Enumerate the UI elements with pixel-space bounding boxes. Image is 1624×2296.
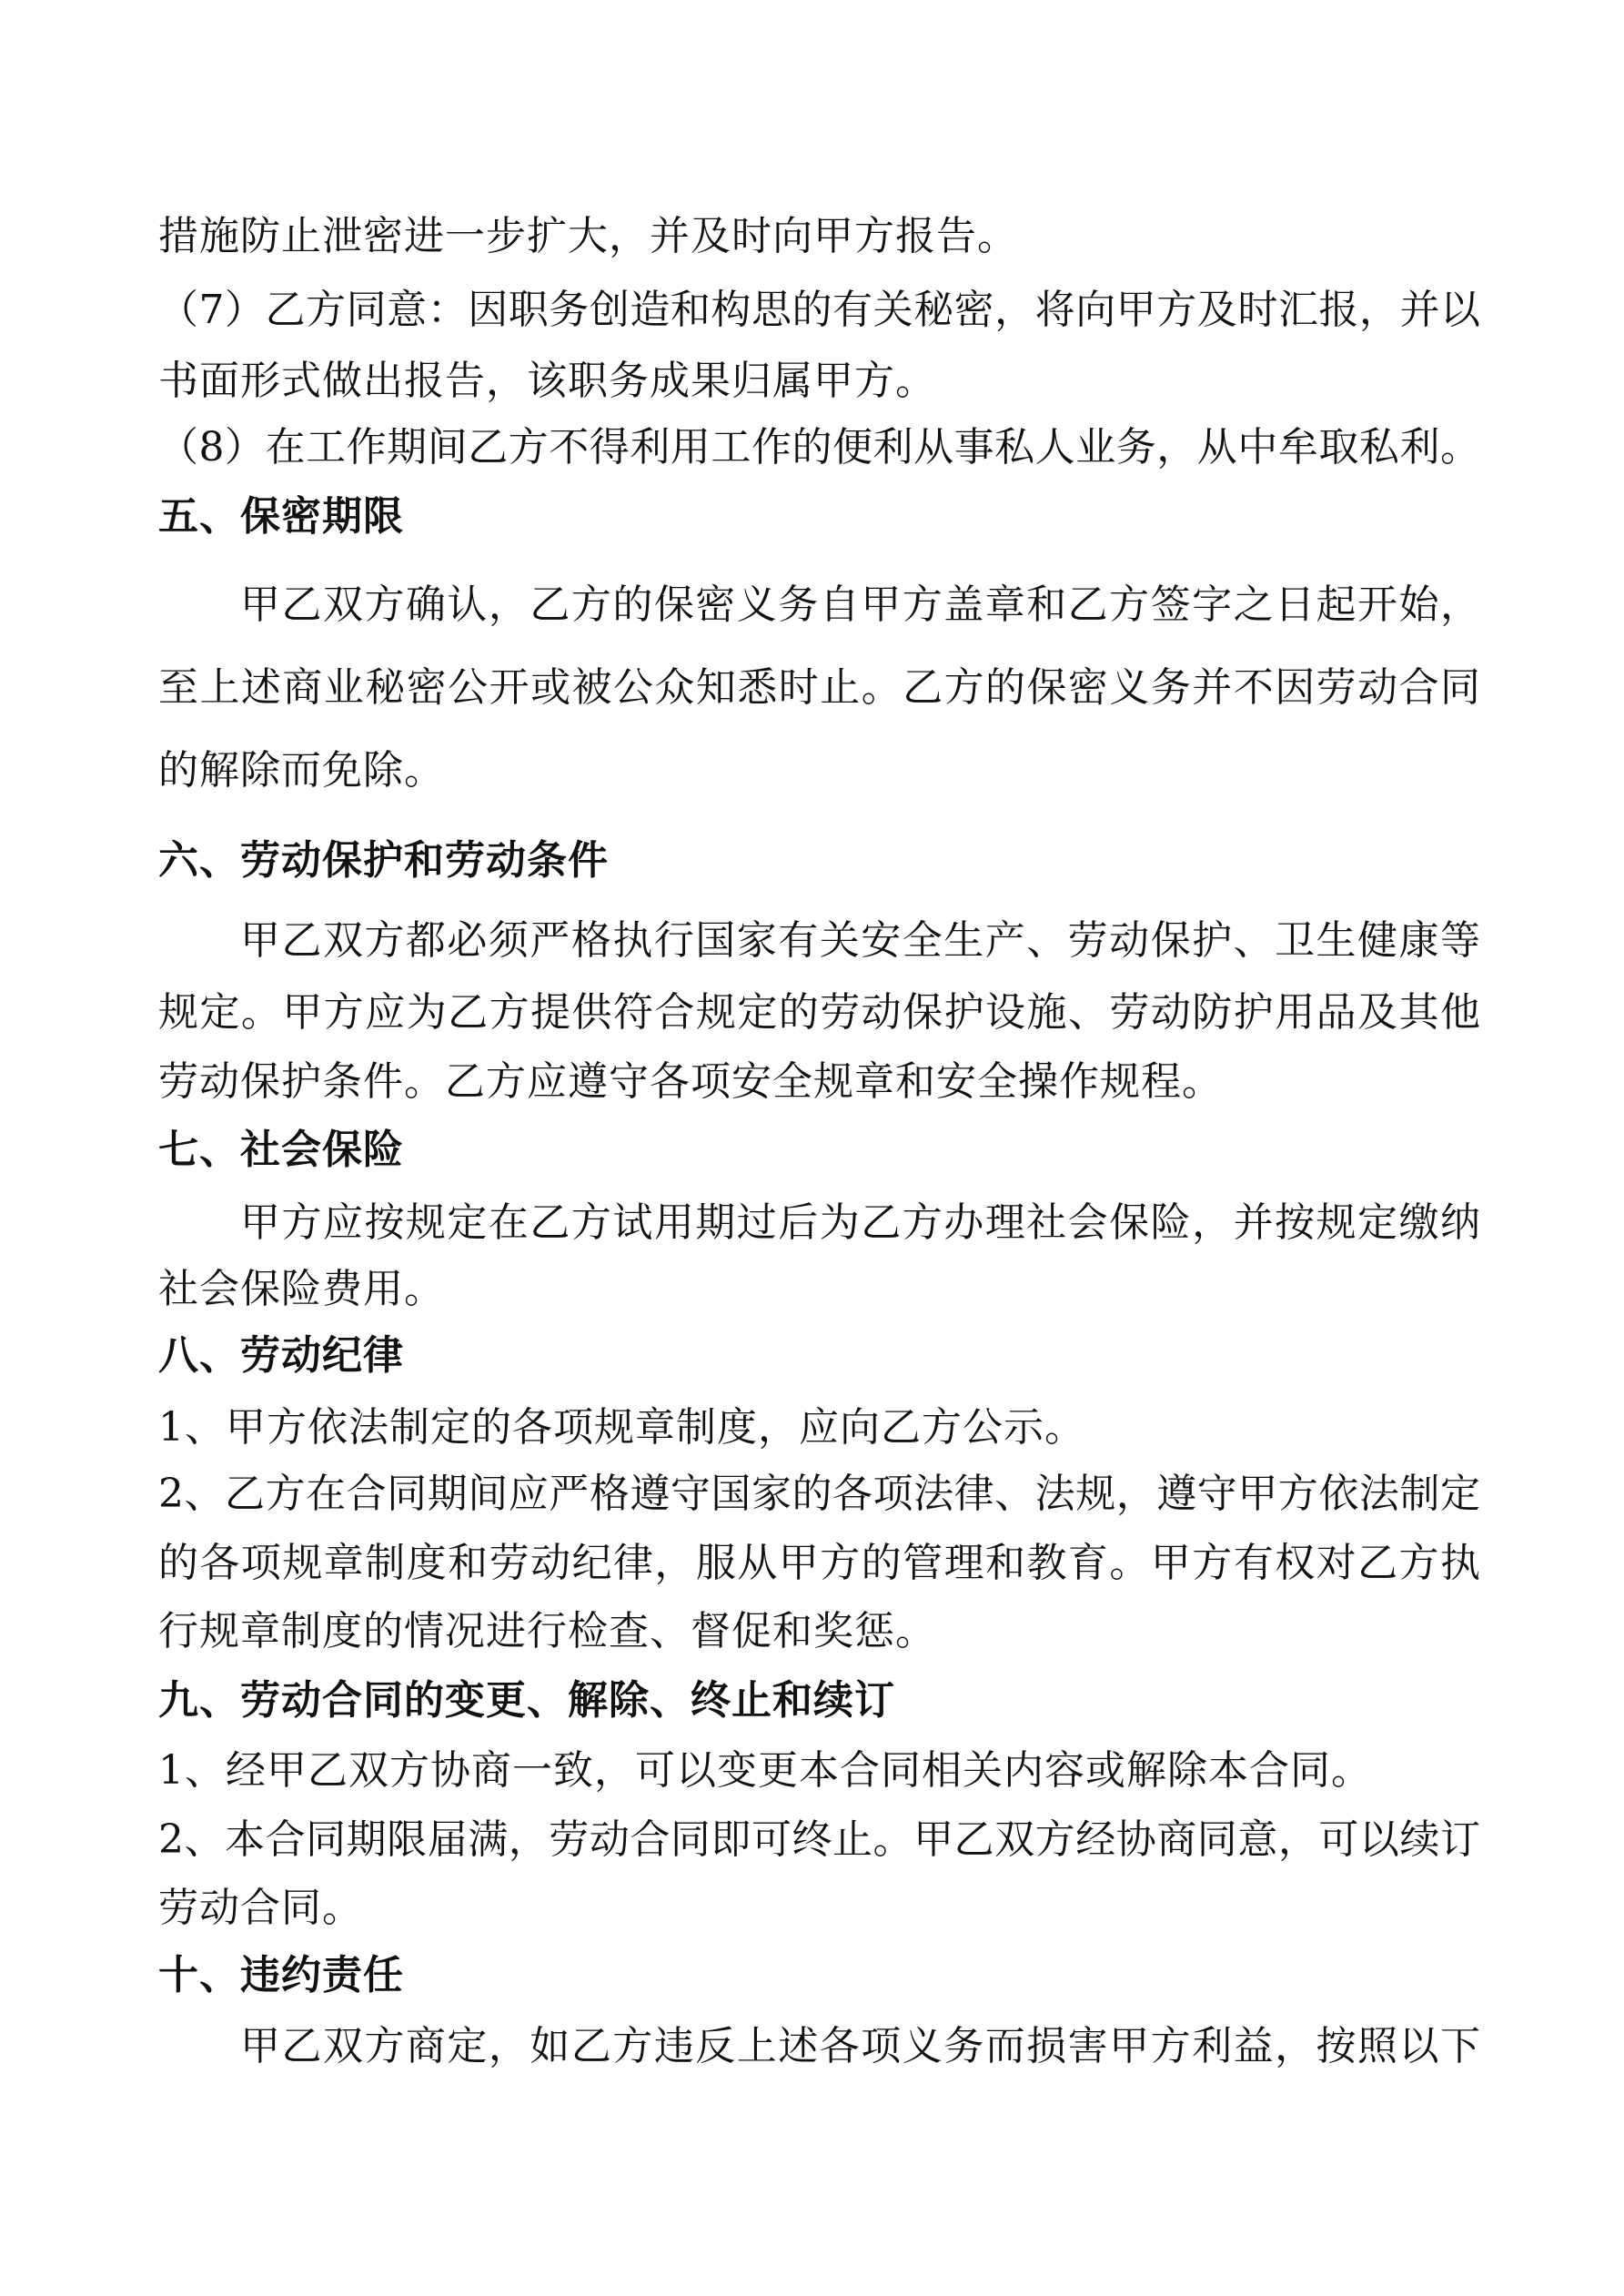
section-5-text-line: 的解除而免除。 bbox=[158, 747, 445, 794]
section-10-text-line: 甲乙双方商定，如乙方违反上述各项义务而损害甲方利益，按照以下 bbox=[240, 2023, 1480, 2069]
section-heading-8: 八、劳动纪律 bbox=[158, 1332, 404, 1379]
section-6-text-line: 劳动保护条件。乙方应遵守各项安全规章和安全操作规程。 bbox=[158, 1058, 1223, 1105]
clause-4-item-8-line: （8）在工作期间乙方不得利用工作的便利从事私人业务，从中牟取私利。 bbox=[158, 424, 1480, 470]
section-heading-10: 十、违约责任 bbox=[158, 1952, 404, 1998]
section-heading-5: 五、保密期限 bbox=[158, 493, 404, 540]
clause-4-item-6-tail: 措施防止泄密进一步扩大，并及时向甲方报告。 bbox=[158, 213, 1018, 259]
section-heading-9: 九、劳动合同的变更、解除、终止和续订 bbox=[158, 1677, 895, 1724]
section-heading-7: 七、社会保险 bbox=[158, 1127, 404, 1173]
section-9-item-2-line: 劳动合同。 bbox=[158, 1885, 363, 1931]
section-heading-6: 六、劳动保护和劳动条件 bbox=[158, 837, 609, 884]
section-8-item-1: 1、甲方依法制定的各项规章制度，应向乙方公示。 bbox=[158, 1404, 1085, 1451]
section-9-item-2-line: 2、本合同期限届满，劳动合同即可终止。甲乙双方经协商同意，可以续订 bbox=[158, 1816, 1480, 1863]
section-6-text-line: 规定。甲方应为乙方提供符合规定的劳动保护设施、劳动防护用品及其他 bbox=[158, 989, 1480, 1036]
section-5-text-line: 至上述商业秘密公开或被公众知悉时止。乙方的保密义务并不因劳动合同 bbox=[158, 664, 1480, 711]
section-6-text-line: 甲乙双方都必须严格执行国家有关安全生产、劳动保护、卫生健康等 bbox=[240, 917, 1480, 964]
clause-4-item-7-line: （7）乙方同意：因职务创造和构思的有关秘密，将向甲方及时汇报，并以 bbox=[158, 287, 1480, 333]
section-9-item-1: 1、经甲乙双方协商一致，可以变更本合同相关内容或解除本合同。 bbox=[158, 1747, 1372, 1794]
clause-4-item-7-line: 书面形式做出报告，该职务成果归属甲方。 bbox=[158, 358, 936, 404]
section-8-item-2-line: 行规章制度的情况进行检查、督促和奖惩。 bbox=[158, 1608, 936, 1654]
section-7-text-line: 甲方应按规定在乙方试用期过后为乙方办理社会保险，并按规定缴纳 bbox=[240, 1199, 1480, 1246]
section-7-text-line: 社会保险费用。 bbox=[158, 1266, 445, 1312]
section-8-item-2-line: 的各项规章制度和劳动纪律，服从甲方的管理和教育。甲方有权对乙方执 bbox=[158, 1540, 1480, 1586]
section-8-item-2-line: 2、乙方在合同期间应严格遵守国家的各项法律、法规，遵守甲方依法制定 bbox=[158, 1471, 1480, 1517]
section-5-text-line: 甲乙双方确认，乙方的保密义务自甲方盖章和乙方签字之日起开始， bbox=[240, 582, 1480, 628]
